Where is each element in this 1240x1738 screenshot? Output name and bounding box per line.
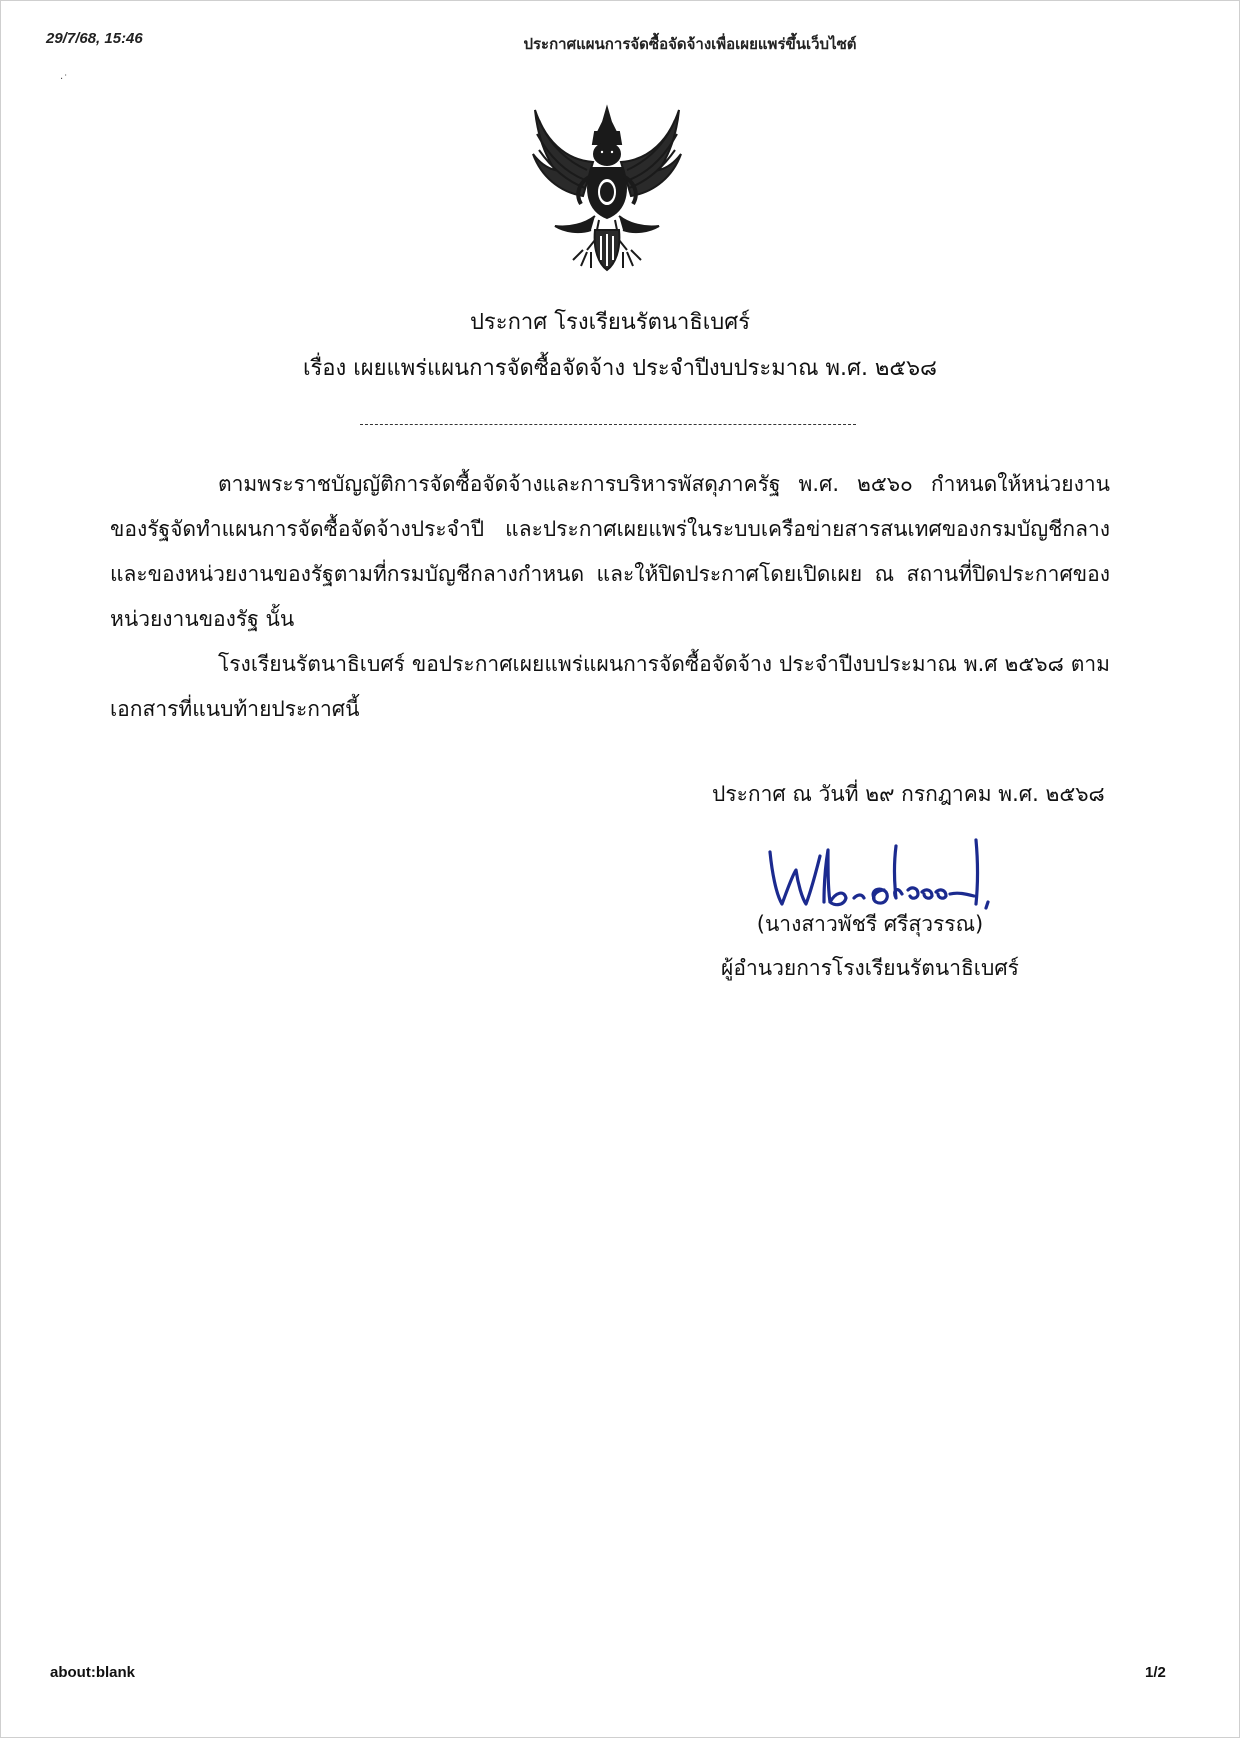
signatory-name: (นางสาวพัชรี ศรีสุวรรณ) (756, 912, 984, 936)
announcement-date: ประกาศ ณ วันที่ ๒๙ กรกฎาคม พ.ศ. ๒๕๖๘ (712, 782, 1105, 806)
print-datetime: 29/7/68, 15:46 (46, 30, 143, 47)
paragraph-1-text: ตามพระราชบัญญัติการจัดซื้อจัดจ้างและการบริหารพัสดุภาครัฐ พ.ศ. ๒๕๖๐ กำหนดให้หน่วยงานของรัฐจัดทำแผนการจัดซื้อจัดจ้างประจำปี และประกาศเผยแพร่ในระบบเครือข่ายสารสนเทศของกรมบัญชีกลางและของหน่วยงานของรัฐตามที่กรมบัญชีกลางกำหนด และให้ปิดประกาศโดยเปิดเผย ณ สถานที่ปิดประกาศของหน่วยงานของรัฐ นั้น (110, 472, 1110, 631)
document-subject: เรื่อง เผยแพร่แผนการจัดซื้อจัดจ้าง ประจำปีงบประมาณ พ.ศ. ๒๕๖๘ (302, 356, 938, 381)
scan-artifact: ·˙ (60, 74, 69, 85)
document-heading: ประกาศ โรงเรียนรัตนาธิเบศร์ (469, 310, 751, 335)
signatory-position: ผู้อำนวยการโรงเรียนรัตนาธิเบศร์ (721, 956, 1019, 980)
body-paragraph-1 (110, 462, 1110, 642)
print-footer-url: about:blank (50, 1664, 135, 1681)
garuda-emblem-icon (525, 100, 690, 275)
print-header-title: ประกาศแผนการจัดซื้อจัดจ้างเพื่อเผยแพร่ขึ้นเว็บไซต์ (523, 35, 857, 53)
print-page-number: 1/2 (1145, 1664, 1166, 1681)
body-paragraph-2 (110, 642, 1110, 732)
separator-line (360, 424, 856, 425)
paragraph-2-text: โรงเรียนรัตนาธิเบศร์ ขอประกาศเผยแพร่แผนการจัดซื้อจัดจ้าง ประจำปีงบประมาณ พ.ศ ๒๕๖๘ ตามเอกสารที่แนบท้ายประกาศนี้ (110, 652, 1110, 721)
